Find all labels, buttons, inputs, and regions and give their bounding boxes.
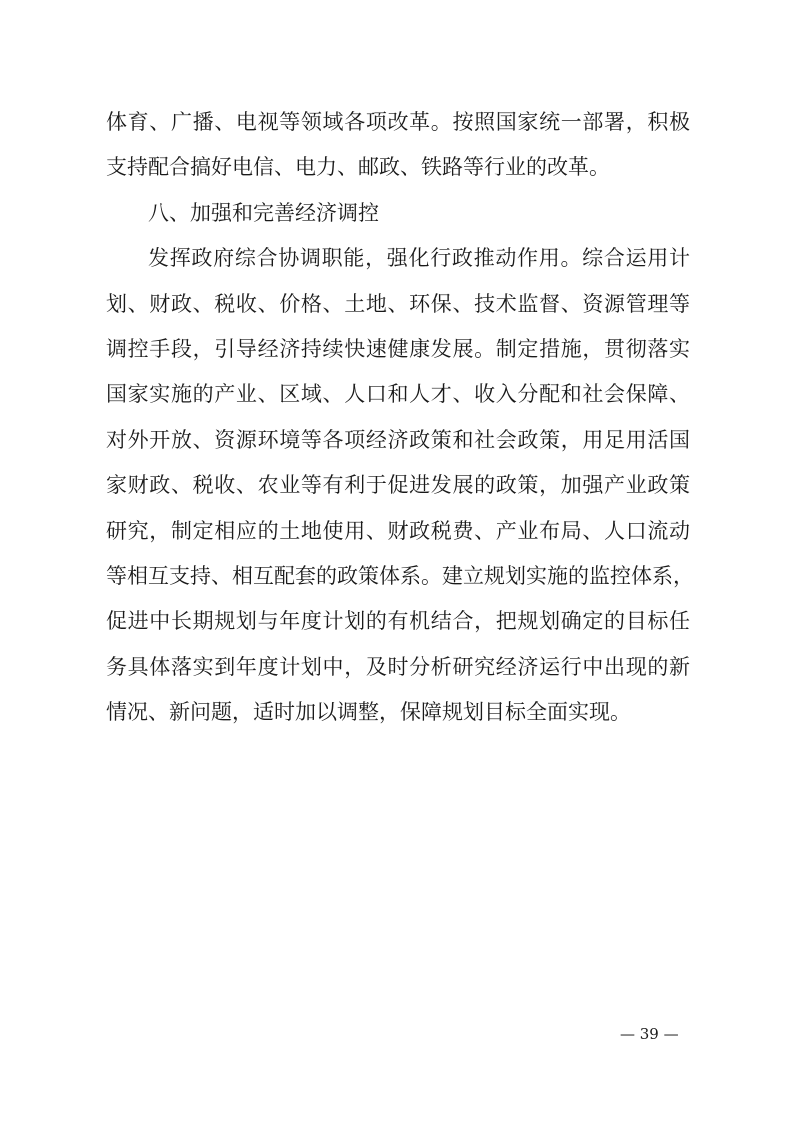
text-line: 情况、新问题，适时加以调整，保障规划目标全面实现。 bbox=[106, 700, 631, 725]
text-line: 促进中长期规划与年度计划的有机结合，把规划确定的目标任 bbox=[106, 609, 690, 634]
text-line: 调控手段，引导经济持续快速健康发展。制定措施，贯彻落实 bbox=[106, 336, 690, 361]
section-heading: 八、加强和完善经济调控 bbox=[148, 200, 379, 225]
text-line: 支持配合搞好电信、电力、邮政、铁路等行业的改革。 bbox=[106, 155, 610, 180]
text-line: 体育、广播、电视等领域各项改革。按照国家统一部署，积极 bbox=[106, 110, 690, 134]
paragraph bbox=[106, 100, 690, 191]
text-line: 国家实施的产业、区域、人口和人才、收入分配和社会保障、 bbox=[106, 382, 690, 407]
text-line: 务具体落实到年度计划中，及时分析研究经济运行中出现的新 bbox=[106, 654, 690, 679]
paragraph bbox=[106, 236, 694, 735]
text-line: 发挥政府综合协调职能，强化行政推动作用。综合运用计 bbox=[148, 246, 690, 271]
text-line: 对外开放、资源环境等各项经济政策和社会政策，用足用活国 bbox=[106, 427, 690, 452]
page-number: — 39 — bbox=[620, 1025, 679, 1043]
text-line: 家财政、税收、农业等有利于促进发展的政策，加强产业政策 bbox=[106, 473, 690, 498]
text-line: 研究，制定相应的土地使用、财政税费、产业布局、人口流动 bbox=[106, 518, 690, 543]
text-line: 划、财政、税收、价格、土地、环保、技术监督、资源管理等 bbox=[106, 291, 690, 316]
text-line: 等相互支持、相互配套的政策体系。建立规划实施的监控体系， bbox=[106, 563, 694, 588]
page-body bbox=[106, 100, 694, 735]
